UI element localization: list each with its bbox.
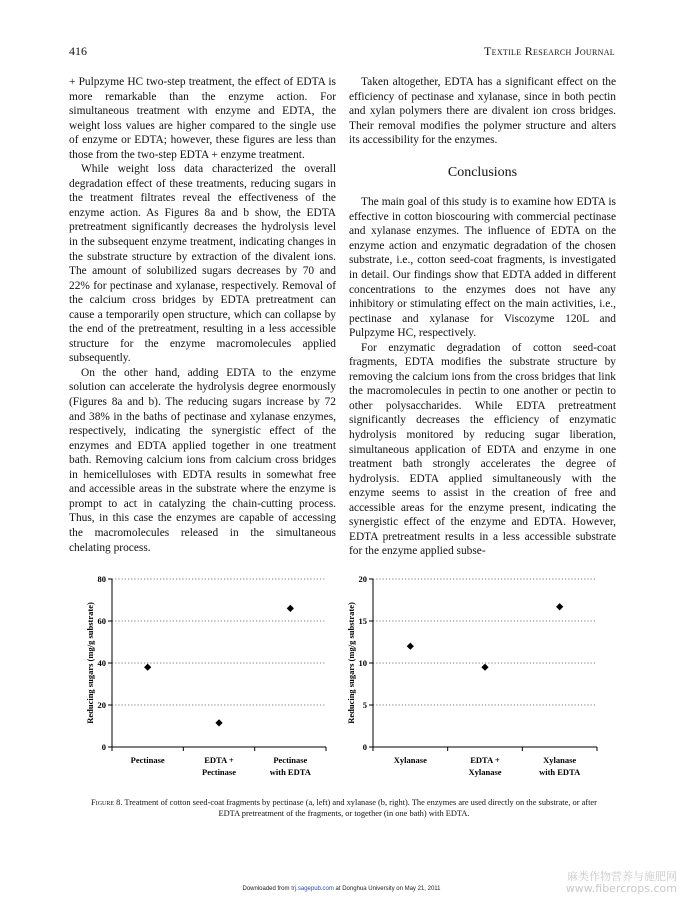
chart-a-y-axis-label: Reducing sugars (mg/g substrate) bbox=[85, 602, 95, 724]
footer-suffix: at Donghua University on May 21, 2011 bbox=[333, 886, 441, 892]
conclusions-paragraph-2: For enzymatic degradation of cotton seed-coat fragments, EDTA modifies the substrate structure by removing the calcium ions from the cross bridges that link the macromolecules in pectin to one another or pectin to other polysaccharides. While EDTA pretreatment significantly decreases the efficiency of enzymatic hydrolysis monitored by reducing sugar liberation, simultaneous application of EDTA and enzyme in one treatment bath strongly accelerates the degree of hydrolysis. EDTA applied simultaneously with the enzyme seems to assist in the creation of free and accessible areas for the enzyme present, indicating the synergistic effect of the enzyme and EDTA. However, EDTA pretreatment results in a less accessible substrate for the enzyme applied subse- bbox=[349, 341, 616, 558]
chart-b-category-label: EDTA + bbox=[470, 755, 500, 765]
chart-a-category-label: Pectinase bbox=[273, 755, 308, 765]
page-number: 416 bbox=[69, 44, 87, 58]
section-heading: Conclusions bbox=[447, 164, 518, 180]
chart-a-category-label: EDTA + bbox=[204, 755, 234, 765]
left-column bbox=[69, 75, 336, 555]
chart-b-category-label: Xylanase bbox=[393, 755, 427, 765]
chart-a-y-tick-label: 80 bbox=[97, 574, 106, 584]
chart-a-category-label: with EDTA bbox=[269, 767, 311, 777]
chart-a-category-label: Pectinase bbox=[130, 755, 165, 765]
chart-b bbox=[343, 572, 601, 782]
chart-a-data-point bbox=[215, 719, 222, 726]
conclusions-paragraph-1: The main goal of this study is to examine how EDTA is effective in cotton bioscouring with commercial pectinase and xylanase enzymes. The influence of EDTA on the enzyme action and enzymatic degradation of the chosen substrate, i.e., cotton seed-coat fragments, is investigated in detail. Our findings show that EDTA added in different concentrations to the enzymes does not have any inhibitory or stimulating effect on the main activities, i.e., pectinase and xylanase for Viscozyme 120L and Pulpzyme HC, respectively. bbox=[349, 196, 616, 340]
chart-b-svg bbox=[343, 572, 601, 782]
running-title: Textile Research Journal bbox=[484, 44, 615, 58]
chart-a-data-point bbox=[287, 605, 294, 612]
chart-b-category-label: Xylanase bbox=[468, 767, 502, 777]
right-paragraph-intro: Taken altogether, EDTA has a significant effect on the efficiency of pectinase and xylanase, since in both pectin and xylan polymers there are divalent ion cross bridges. Their removal modifies the polymer structure and alters its accessibility for the enzymes. bbox=[349, 76, 616, 147]
chart-a-y-tick-label: 20 bbox=[97, 700, 106, 710]
watermark bbox=[566, 871, 677, 895]
footer-prefix: Downloaded from bbox=[242, 886, 292, 892]
chart-b-y-tick-label: 15 bbox=[358, 616, 367, 626]
chart-a-y-tick-label: 0 bbox=[101, 742, 106, 752]
chart-b-category-label: Xylanase bbox=[543, 755, 577, 765]
watermark-line-1: 麻类作物营养与施肥网 bbox=[567, 870, 677, 883]
chart-b-y-tick-label: 0 bbox=[362, 742, 367, 752]
right-column bbox=[349, 75, 616, 559]
chart-a bbox=[82, 572, 330, 782]
chart-a-category-label: Pectinase bbox=[202, 767, 236, 777]
chart-b-category-label: with EDTA bbox=[539, 767, 581, 777]
chart-b-data-point bbox=[556, 603, 563, 610]
chart-a-svg bbox=[82, 572, 330, 782]
figure-caption bbox=[84, 797, 604, 819]
left-paragraph-1: + Pulpzyme HC two-step treatment, the effect of EDTA is more remarkable than the enzyme action. For simultaneous treatment with enzyme and EDTA, the weight loss values are higher compared to the single use of enzyme or EDTA; however, these figures are less than those from the two-step EDTA + enzyme treatment. bbox=[69, 76, 336, 161]
chart-b-data-point bbox=[407, 643, 414, 650]
chart-b-y-tick-label: 10 bbox=[358, 658, 367, 668]
chart-a-data-point bbox=[144, 664, 151, 671]
chart-b-y-tick-label: 5 bbox=[362, 700, 367, 710]
left-paragraph-2: While weight loss data characterized the overall degradation effect of these treatments, reducing sugars in the treatment filtrates reveal the effectiveness of the enzyme action. As Figures 8a and b show, the EDTA pretreatment significantly decreases the hydrolysis level in the subsequent enzyme treatment, indicating changes in the substrate structure by extraction of the divalent ions. The amount of solubilized sugars decreases by 70 and 22% for pectinase and xylanase, respectively. Removal of the calcium cross bridges by EDTA pretreatment can cause a temporarily open structure, which can collapse by the end of the pretreatment, resulting in a less accessible structure for the enzyme macromolecules applied subsequently. bbox=[69, 163, 336, 365]
chart-a-y-tick-label: 60 bbox=[97, 616, 106, 626]
caption-label: Figure 8. bbox=[91, 798, 123, 807]
chart-a-y-tick-label: 40 bbox=[97, 658, 106, 668]
watermark-line-2: www.fibercrops.com bbox=[565, 882, 677, 895]
chart-b-y-axis-label: Reducing sugars (mg/g substrate) bbox=[346, 602, 356, 724]
chart-b-y-tick-label: 20 bbox=[358, 574, 367, 584]
left-paragraph-3: On the other hand, adding EDTA to the enzyme solution can accelerate the hydrolysis degree enormously (Figures 8a and b). The reducing sugars increase by 72 and 38% in the baths of pectinase and xylanase enzymes, respectively, indicating the synergistic effect of the enzymes and EDTA applied together in one treatment bath. Removing calcium ions from calcium cross bridges in hemicelluloses with EDTA results in somewhat free and accessible areas in the substrate where the enzyme is prompt to act in catalyzing the chain-cutting process. Thus, in this case the enzymes are capable of accessing the macromolecules released in the simultaneous chelating process. bbox=[69, 366, 336, 554]
caption-text: Treatment of cotton seed-coat fragments by pectinase (a, left) and xylanase (b, right). The enzymes are used directly on the substrate, or after EDTA pretreatment of the fragments, or together (in one bath) with EDTA. bbox=[124, 798, 597, 818]
chart-b-data-point bbox=[481, 664, 488, 671]
footer-link[interactable]: trj.sagepub.com bbox=[291, 886, 334, 892]
